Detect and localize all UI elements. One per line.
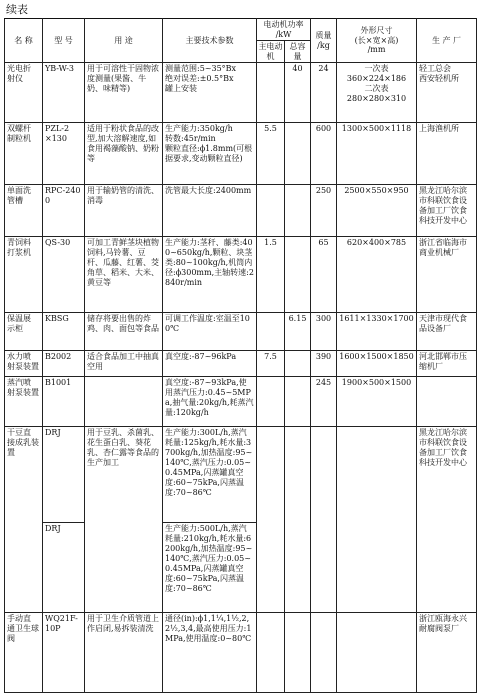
- cell-model: B2002: [43, 351, 85, 377]
- cell-maker: 天津市现代食品设备厂: [417, 313, 477, 351]
- cell-params: 生产能力:茎秆、藤类:400~650kg/h,颗粒、块茎类:80~100kg/h,机筒内径:ϕ300mm,主轴转速:2840r/min: [163, 237, 257, 313]
- cell-model: B1001: [43, 377, 85, 427]
- cell-power-total: [285, 523, 311, 613]
- cell-power-total: [285, 613, 311, 693]
- cell-power-total: 40: [285, 63, 311, 123]
- cell-dims: 1300×500×1118: [337, 123, 417, 185]
- cell-use: [85, 377, 163, 427]
- cell-dims: 一次表 360×224×186 二次表 280×280×310: [337, 63, 417, 123]
- cell-use: [85, 523, 163, 613]
- cell-name: [5, 523, 43, 613]
- cell-power-main: [257, 613, 285, 693]
- cell-power-main: 7.5: [257, 351, 285, 377]
- header-params: 主要技术参数: [163, 19, 257, 63]
- cell-mass: 24: [311, 63, 337, 123]
- cell-use: 储存将要出售的炸鸡、肉、面包等食品: [85, 313, 163, 351]
- cell-params: 可调工作温度:室温至100℃: [163, 313, 257, 351]
- cell-mass: 245: [311, 377, 337, 427]
- cell-maker: 黑龙江哈尔滨市科联饮食设备加工厂饮食科技开发中心: [417, 185, 477, 237]
- cell-power-main: [257, 63, 285, 123]
- cell-use: 适用于粉状食品的改型,加大溶解速度,如食用褐藻酸钠、奶粉等: [85, 123, 163, 185]
- header-name: 名 称: [5, 19, 43, 63]
- cell-model: YB-W-3: [43, 63, 85, 123]
- cell-dims: 1611×1330×1700: [337, 313, 417, 351]
- cell-power-total: [285, 377, 311, 427]
- cell-params: 通径(in):ϕ1,1¼,1½,2,2½,3,4,最高使用压力:1MPa,使用温度:0~80℃: [163, 613, 257, 693]
- header-use: 用 途: [85, 19, 163, 63]
- cell-maker: 轻工总会 西安轻机所: [417, 63, 477, 123]
- cell-dims: 1900×500×1500: [337, 377, 417, 427]
- cell-dims: [337, 613, 417, 693]
- table-caption: 续表: [6, 3, 28, 16]
- cell-model: PZL-2 ×130: [43, 123, 85, 185]
- cell-maker: 浙江瓯海永兴耐腐阀泵厂: [417, 613, 477, 693]
- cell-model: WQ21F- 10P: [43, 613, 85, 693]
- cell-name: 双螺杆 制粒机: [5, 123, 43, 185]
- table-row: [5, 351, 477, 377]
- cell-maker: [417, 523, 477, 613]
- cell-params: 生产能力:500L/h,蒸汽耗量:210kg/h,耗水量:6200kg/h,加热温度:95~140℃,蒸汽压力:0.05~0.45MPa,闪蒸罐真空度:60~75kPa,闪蒸温度:70~86℃: [163, 523, 257, 613]
- cell-name: 蒸汽喷 射泵装置: [5, 377, 43, 427]
- cell-model: RPC-2400: [43, 185, 85, 237]
- cell-use: 用于卫生介质管道上作启闭,易拆装清洗: [85, 613, 163, 693]
- table-row: [5, 313, 477, 351]
- cell-power-main: 1.5: [257, 237, 285, 313]
- cell-mass: 300: [311, 313, 337, 351]
- cell-power-total: [285, 123, 311, 185]
- cell-name: 保温展 示柜: [5, 313, 43, 351]
- cell-params: 真空度:-87~96kPa: [163, 351, 257, 377]
- cell-name: 单面洗 管槽: [5, 185, 43, 237]
- cell-maker: [417, 377, 477, 427]
- cell-power-main: [257, 377, 285, 427]
- cell-mass: [311, 427, 337, 523]
- cell-dims: 620×400×785: [337, 237, 417, 313]
- cell-power-main: 5.5: [257, 123, 285, 185]
- cell-model: DRJ: [43, 427, 85, 523]
- cell-power-main: [257, 185, 285, 237]
- cell-use: 用于可溶性干固物浓度测量(果酱、牛奶、味精等): [85, 63, 163, 123]
- cell-power-total: [285, 351, 311, 377]
- cell-params: 洗管最大长度:2400mm: [163, 185, 257, 237]
- header-power: 电动机功率 /kW: [257, 19, 311, 41]
- cell-use: 可加工青鲜茎块植物饲料,马铃薯、豆杆、瓜藤、红薯、茭角草、稻米、大米、黄豆等: [85, 237, 163, 313]
- cell-maker: 黑龙江哈尔滨市科联饮食设备加工厂饮食科技开发中心: [417, 427, 477, 523]
- cell-use: 用于豆乳、杀菌乳、花生蛋白乳、葵花乳、杏仁露等食品的生产加工: [85, 427, 163, 523]
- header-power-total: 总容量: [285, 41, 311, 63]
- cell-mass: 390: [311, 351, 337, 377]
- cell-power-total: [285, 427, 311, 523]
- cell-dims: [337, 427, 417, 523]
- cell-model: DRJ: [43, 523, 85, 613]
- table-row: [5, 237, 477, 313]
- cell-power-main: [257, 523, 285, 613]
- cell-power-main: [257, 313, 285, 351]
- cell-power-total: [285, 185, 311, 237]
- table-row: [5, 377, 477, 427]
- cell-name: 青饲料 打浆机: [5, 237, 43, 313]
- cell-maker: 河北邯郸市压缩机厂: [417, 351, 477, 377]
- cell-mass: 65: [311, 237, 337, 313]
- equipment-table: [4, 18, 477, 693]
- cell-name: 干豆直 接成乳装 置: [5, 427, 43, 523]
- cell-name: 水力喷 射泵装置: [5, 351, 43, 377]
- cell-model: QS-30: [43, 237, 85, 313]
- cell-params: 测量范围:5~35°Bx 绝对误差:±0.5°Bx 罐上安装: [163, 63, 257, 123]
- table-row: [5, 63, 477, 123]
- header-maker: 生 产 厂: [417, 19, 477, 63]
- cell-params: 真空度:-87~93kPa,使用蒸汽压力:0.45~5MPa,抽气量:20kg/h,耗蒸汽量:120kg/h: [163, 377, 257, 427]
- cell-mass: [311, 613, 337, 693]
- cell-mass: [311, 523, 337, 613]
- cell-params: 生产能力:300L/h,蒸汽耗量:125kg/h,耗水量:3700kg/h,加热温度:95~140℃,蒸汽压力:0.05~0.45MPa,闪蒸罐真空度:60~75kPa,闪蒸温度:70~86℃: [163, 427, 257, 523]
- cell-power-main: [257, 427, 285, 523]
- cell-mass: 600: [311, 123, 337, 185]
- cell-power-total: [285, 237, 311, 313]
- cell-power-total: 6.15: [285, 313, 311, 351]
- cell-mass: 250: [311, 185, 337, 237]
- cell-maker: 浙江省临海市商业机械厂: [417, 237, 477, 313]
- cell-use: 用于输奶管的清洗、消毒: [85, 185, 163, 237]
- cell-name: 手动直 通卫生球 阀: [5, 613, 43, 693]
- cell-params: 生产能力:350kg/h 转数:45r/min 颗粒直径:ϕ1.8mm(可根据要求,变动颗粒直径): [163, 123, 257, 185]
- cell-use: 适合食品加工中抽真空用: [85, 351, 163, 377]
- cell-dims: 2500×550×950: [337, 185, 417, 237]
- cell-maker: 上海渔机所: [417, 123, 477, 185]
- table-row: [5, 185, 477, 237]
- cell-dims: [337, 523, 417, 613]
- header-dims: 外形尺寸 (长×宽×高) /mm: [337, 19, 417, 63]
- cell-dims: 1600×1500×1850: [337, 351, 417, 377]
- header-model: 型 号: [43, 19, 85, 63]
- table-row: [5, 613, 477, 693]
- table-row: [5, 523, 477, 613]
- table-row: [5, 123, 477, 185]
- header-power-main: 主电动机: [258, 42, 283, 61]
- cell-name: 光电折 射仪: [5, 63, 43, 123]
- header-mass: 质量 /kg: [311, 19, 337, 63]
- table-row: [5, 427, 477, 523]
- cell-model: KBSG: [43, 313, 85, 351]
